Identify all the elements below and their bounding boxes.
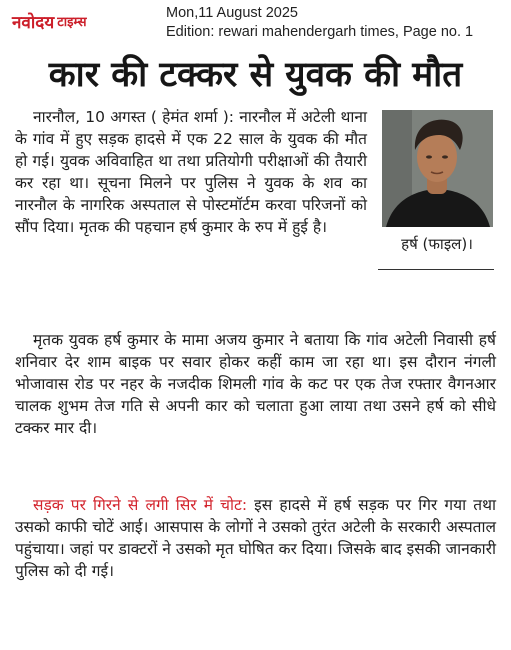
paragraph-1-text: नारनौल, 10 अगस्त ( हेमंत शर्मा ): नारनौल में अटेली थाना के गांव में हुए सड़क हादसे में एक 22 साल के युवक की मौत हो गई। युवक अविवाहित था तथा प्रतियोगी परीक्षाओं की तैयारी कर रहा था। सूचना मिलने पर पुलिस ने युवक के शव का नारनौल के नागरिक अस्पताल से पोस्टमॉर्टम करवा परिजनों को सौंप दिया। मृतक की पहचान हर्ष कुमार के रुप में हुई है। <box>15 108 367 236</box>
logo-sub: टाइम्स <box>57 15 87 30</box>
edition-info <box>166 4 473 42</box>
article-paragraph-1 <box>15 106 367 238</box>
photo-caption: हर्ष (फाइल)। <box>401 235 473 253</box>
paragraph-2-text: मृतक युवक हर्ष कुमार के मामा अजय कुमार ने बताया कि गांव अटेली निवासी हर्ष शनिवार देर शाम बाइक पर सवार होकर कहीं काम जा रहा था। इस दौरान नंगली भोजावास रोड पर नहर के नजदीक शिमली गांव के कट पर एक तेज रफ्तार वैगनआर चालक शुभम तेज गति से अपनी कार को चलाता हुआ लाया तथा उसने हर्ष को सीधे टक्कर मार दी। <box>15 331 496 437</box>
article-paragraph-2 <box>15 329 496 439</box>
photo <box>382 110 493 227</box>
person-photo <box>382 110 493 227</box>
masthead <box>0 0 511 48</box>
paragraph-3-text: इस हादसे में हर्ष सड़क पर गिर गया तथा उसको काफी चोटें आई। आसपास के लोगों ने उसको तुरंत अटेली के सरकारी अस्पताल पहुंचाया। जहां पर डाक्टरों ने उसको मृत घोषित कर दिया। जिसके बाद इसकी जानकारी पुलिस को दी गई। <box>15 496 496 580</box>
newspaper-logo <box>12 10 87 32</box>
caption-divider <box>378 269 494 270</box>
headline: कार की टक्कर से युवक की मौत <box>48 55 463 95</box>
logo-main: नवोदय <box>12 12 55 33</box>
subheading: सड़क पर गिरने से लगी सिर में चोट: <box>33 496 248 514</box>
edition-date: Mon,11 August 2025 <box>166 5 298 21</box>
edition-name: Edition: rewari mahendergarh times, Page no. 1 <box>166 24 474 40</box>
article-paragraph-3 <box>15 494 496 582</box>
